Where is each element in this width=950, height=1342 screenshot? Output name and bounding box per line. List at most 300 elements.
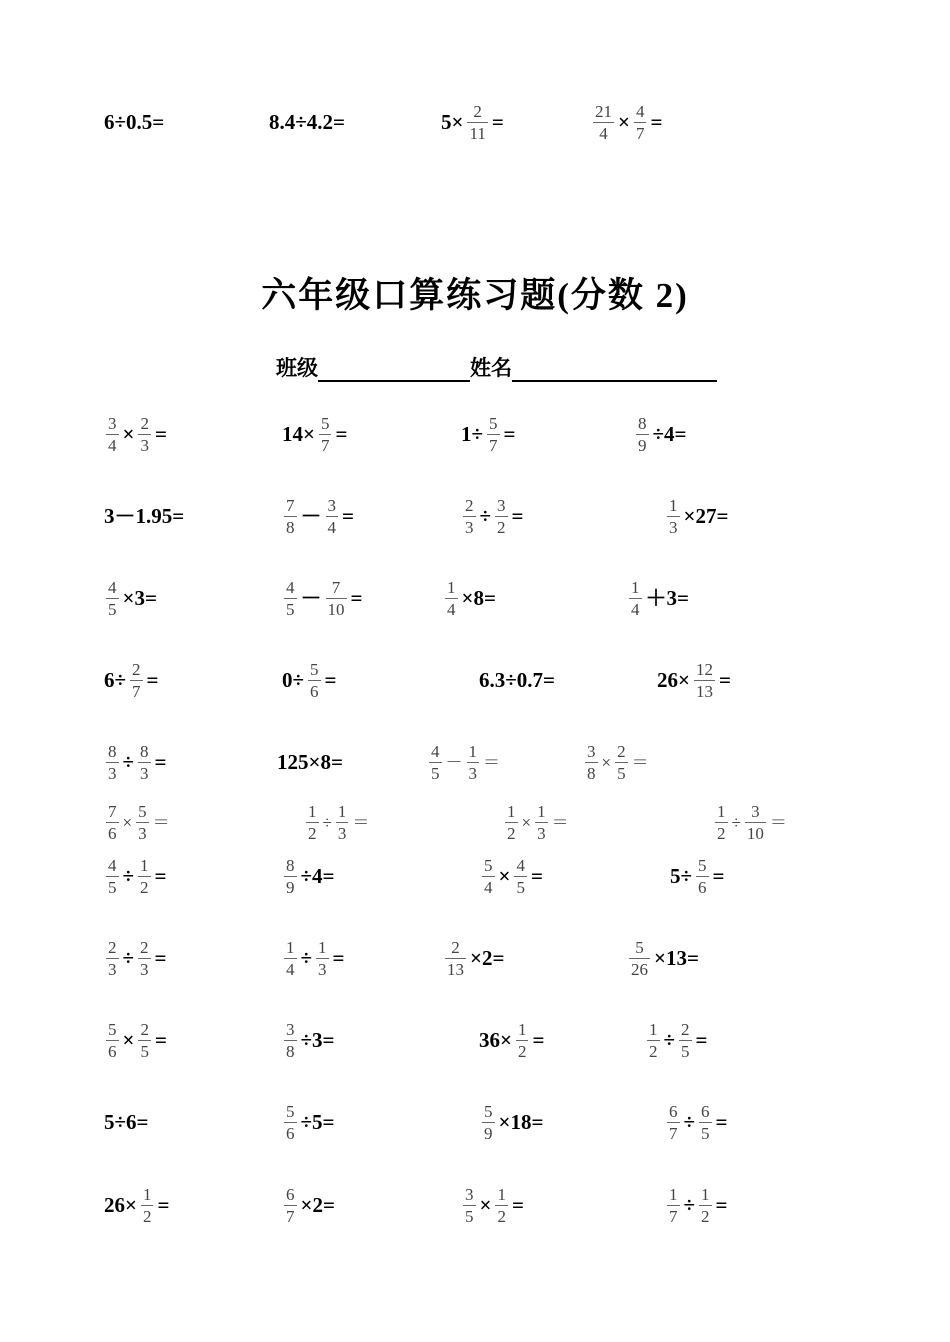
problem-text: = (154, 421, 167, 446)
fraction-bar (445, 598, 458, 599)
fraction (284, 857, 297, 896)
fraction-denominator: 3 (138, 823, 147, 843)
problem-text: 36× (479, 1027, 512, 1052)
fraction (467, 743, 480, 782)
fraction (593, 103, 614, 142)
fraction (336, 803, 349, 842)
problem-text: ÷ (479, 503, 492, 528)
problem-text: = (715, 1109, 728, 1134)
fraction-numerator: 1 (318, 937, 327, 957)
fraction (667, 497, 680, 536)
fraction-denominator: 5 (108, 599, 117, 619)
fraction-numerator: 2 (140, 1019, 149, 1039)
fraction-denominator: 2 (701, 1206, 710, 1226)
fraction-numerator: 1 (140, 855, 149, 875)
fraction-numerator: 7 (108, 801, 117, 821)
problem-text: = (695, 1027, 708, 1052)
problem-7 (460, 412, 517, 456)
problem-10 (281, 494, 355, 538)
problem-text: = (146, 667, 159, 692)
problem-4 (590, 100, 663, 144)
problem-48 (664, 1183, 729, 1227)
fraction-numerator: 7 (286, 495, 295, 515)
problem-text: = (154, 749, 167, 774)
fraction-bar (699, 1122, 712, 1123)
fraction (445, 579, 458, 618)
problem-24 (582, 740, 650, 784)
fraction-denominator: 9 (638, 435, 647, 455)
problem-22 (276, 740, 344, 784)
fraction-bar (715, 822, 728, 823)
fraction-bar (535, 822, 548, 823)
fraction-denominator: 5 (431, 763, 440, 783)
fraction-numerator: 1 (717, 801, 726, 821)
student-info-line (276, 352, 717, 382)
fraction (514, 857, 527, 896)
problem-12 (664, 494, 729, 538)
fraction-numerator: 3 (465, 1184, 474, 1204)
fraction-denominator: 7 (669, 1123, 678, 1143)
fraction-bar (667, 1122, 680, 1123)
fraction-denominator: 4 (108, 435, 117, 455)
problem-44 (664, 1100, 729, 1144)
problem-13 (103, 576, 158, 620)
problem-19 (478, 658, 556, 702)
problem-text: ÷4= (300, 863, 335, 888)
problem-20 (656, 658, 732, 702)
fraction-denominator: 2 (142, 1206, 152, 1226)
problem-text: = (335, 421, 348, 446)
fraction-denominator: 2 (717, 823, 726, 843)
fraction-numerator: 5 (698, 855, 707, 875)
fraction-bar (326, 516, 339, 517)
problem-text: = (530, 863, 543, 888)
problem-text: × (601, 752, 612, 772)
problem-34 (281, 936, 346, 980)
problem-5 (103, 412, 168, 456)
fraction (138, 415, 151, 454)
fraction-bar (336, 822, 349, 823)
problem-text: 26× (657, 667, 690, 692)
fraction-denominator: 2 (497, 1206, 506, 1226)
problem-text: = (503, 421, 516, 446)
fraction-bar (585, 762, 598, 763)
fraction-numerator: 5 (320, 413, 330, 433)
problem-text: = (650, 109, 663, 134)
problem-text: × (521, 812, 532, 832)
problem-text: × (122, 421, 135, 446)
fraction-denominator: 7 (669, 1206, 678, 1226)
fraction-numerator: 3 (286, 1019, 295, 1039)
fraction-bar (745, 822, 766, 823)
fraction (138, 1021, 151, 1060)
fraction-numerator: 1 (631, 577, 640, 597)
fraction-numerator: 4 (516, 855, 525, 875)
problem-text: － (300, 585, 322, 610)
fraction (636, 415, 649, 454)
problem-41 (103, 1100, 150, 1144)
fraction-numerator: 6 (669, 1101, 678, 1121)
problem-text: 5× (441, 109, 464, 134)
problem-2 (268, 100, 346, 144)
fraction-denominator: 10 (746, 823, 764, 843)
fraction-denominator: 11 (469, 123, 486, 143)
fraction (326, 497, 339, 536)
fraction-numerator: 5 (138, 801, 147, 821)
problem-9 (103, 494, 185, 538)
fraction-denominator: 26 (631, 959, 648, 979)
problem-21 (103, 740, 168, 784)
problem-17 (103, 658, 160, 702)
problem-text: ×13= (654, 945, 699, 970)
fraction (699, 1186, 712, 1225)
fraction-numerator: 21 (595, 101, 612, 121)
fraction (106, 743, 119, 782)
problem-text: ＝ (551, 812, 569, 832)
fraction-numerator: 1 (701, 1184, 710, 1204)
fraction (138, 939, 151, 978)
fraction-bar (482, 1122, 495, 1123)
fraction-denominator: 3 (140, 959, 149, 979)
problem-text: 125×8= (277, 749, 343, 774)
fraction (326, 579, 347, 618)
fraction-numerator: 2 (140, 413, 149, 433)
fraction-numerator: 2 (465, 495, 474, 515)
problem-40 (644, 1018, 709, 1062)
fraction-numerator: 8 (108, 741, 117, 761)
problem-28 (712, 800, 788, 844)
fraction (467, 103, 487, 142)
problem-11 (460, 494, 525, 538)
fraction (130, 661, 143, 700)
fraction-bar (136, 822, 149, 823)
fraction-denominator: 2 (308, 823, 317, 843)
fraction (284, 579, 297, 618)
problem-text: ×18= (498, 1109, 544, 1134)
fraction-denominator: 8 (587, 763, 596, 783)
fraction (634, 103, 647, 142)
page-title: 六年级口算练习题(分数 2) (261, 276, 689, 315)
problem-text: ＝ (152, 812, 170, 832)
fraction (106, 579, 119, 618)
fraction-numerator: 2 (617, 741, 626, 761)
problem-text: = (350, 585, 363, 610)
fraction-bar (445, 958, 466, 959)
fraction-bar (138, 762, 151, 763)
problem-text: ×8= (461, 585, 496, 610)
problem-text: = (718, 667, 731, 692)
fraction-bar (667, 516, 680, 517)
fraction-denominator: 7 (320, 435, 330, 455)
fraction (463, 497, 476, 536)
fraction-denominator: 6 (698, 877, 707, 897)
problem-1 (103, 100, 165, 144)
problem-text: = (712, 863, 725, 888)
fraction-numerator: 3 (108, 413, 117, 433)
fraction-bar (319, 434, 332, 435)
fraction-numerator: 1 (308, 801, 317, 821)
fraction-numerator: 5 (484, 1101, 493, 1121)
fraction-numerator: 8 (140, 741, 149, 761)
fraction-denominator: 4 (484, 877, 493, 897)
problem-text: 1÷ (461, 421, 484, 446)
problem-text: 3－1.95= (104, 503, 185, 528)
fraction-denominator: 13 (447, 959, 464, 979)
fraction-bar (467, 122, 487, 123)
fraction-bar (138, 958, 151, 959)
problem-25 (103, 800, 171, 844)
fraction-bar (636, 434, 649, 435)
fraction-denominator: 2 (140, 877, 149, 897)
fraction-bar (615, 762, 628, 763)
fraction (284, 939, 297, 978)
fraction-denominator: 5 (701, 1123, 710, 1143)
problem-text: = (332, 945, 345, 970)
fraction-numerator: 8 (638, 413, 647, 433)
fraction (306, 803, 319, 842)
fraction (106, 415, 119, 454)
fraction-numerator: 6 (286, 1184, 295, 1204)
problem-text: ＝ (769, 812, 787, 832)
fraction-denominator: 9 (286, 877, 295, 897)
fraction-bar (647, 1040, 660, 1041)
problem-text: 8.4÷4.2= (269, 109, 345, 134)
fraction-denominator: 3 (140, 763, 149, 783)
fraction-denominator: 5 (286, 599, 295, 619)
problem-text: 14× (282, 421, 315, 446)
fraction-numerator: 1 (497, 1184, 506, 1204)
problem-text: － (300, 503, 322, 528)
fraction-bar (694, 680, 715, 681)
fraction-numerator: 2 (473, 101, 482, 121)
fraction-numerator: 5 (489, 413, 498, 433)
fraction (715, 803, 728, 842)
fraction-bar (284, 876, 297, 877)
problem-text: ÷ (300, 945, 313, 970)
fraction-denominator: 4 (286, 959, 295, 979)
fraction-numerator: 1 (517, 1019, 527, 1039)
fraction-numerator: 3 (497, 495, 506, 515)
problem-8 (633, 412, 688, 456)
fraction-numerator: 5 (635, 937, 644, 957)
fraction (667, 1103, 680, 1142)
problem-text: ＝ (352, 812, 370, 832)
fraction (516, 1021, 529, 1060)
problem-text: ×3= (122, 585, 157, 610)
fraction (647, 1021, 660, 1060)
problem-33 (103, 936, 168, 980)
fraction-bar (130, 680, 143, 681)
fraction (316, 939, 329, 978)
problem-text: ÷ (731, 812, 741, 832)
fraction-denominator: 6 (286, 1123, 295, 1143)
fraction-bar (326, 598, 347, 599)
fraction-numerator: 1 (507, 801, 516, 821)
fraction-numerator: 1 (669, 1184, 678, 1204)
fraction-denominator: 3 (108, 763, 117, 783)
fraction-numerator: 1 (649, 1019, 658, 1039)
fraction (694, 661, 715, 700)
fraction-denominator: 5 (108, 877, 117, 897)
fraction-numerator: 1 (286, 937, 295, 957)
fraction-numerator: 5 (108, 1019, 117, 1039)
fraction (629, 939, 650, 978)
fraction-numerator: 1 (447, 577, 456, 597)
problem-text: = (715, 1192, 728, 1217)
fraction-bar (141, 1205, 154, 1206)
fraction-numerator: 4 (108, 855, 117, 875)
fraction-numerator: 1 (142, 1184, 152, 1204)
fraction-bar (667, 1205, 680, 1206)
problem-36 (626, 936, 700, 980)
problem-39 (478, 1018, 545, 1062)
fraction-denominator: 10 (327, 599, 345, 619)
problem-text: ×2= (470, 945, 505, 970)
problem-42 (281, 1100, 336, 1144)
problem-35 (442, 936, 505, 980)
fraction-bar (106, 822, 119, 823)
problem-text: 5÷6= (104, 1109, 149, 1134)
fraction (106, 1021, 119, 1060)
fraction-numerator: 2 (681, 1019, 690, 1039)
fraction-denominator: 4 (631, 599, 640, 619)
fraction-bar (696, 876, 709, 877)
problem-text: = (154, 863, 167, 888)
problem-45 (103, 1183, 170, 1227)
fraction-denominator: 13 (695, 681, 713, 701)
fraction-denominator: 8 (286, 1041, 295, 1061)
problem-30 (281, 854, 336, 898)
fraction-bar (106, 958, 119, 959)
problem-31 (479, 854, 544, 898)
fraction-bar (306, 822, 319, 823)
fraction (141, 1186, 154, 1225)
fraction (138, 743, 151, 782)
fraction-bar (487, 434, 500, 435)
fraction-bar (516, 1040, 529, 1041)
fraction-numerator: 6 (701, 1101, 710, 1121)
problem-text: = (324, 667, 337, 692)
fraction-numerator: 2 (108, 937, 117, 957)
problem-text: ÷5= (300, 1109, 335, 1134)
fraction (284, 1021, 297, 1060)
fraction-bar (495, 516, 508, 517)
fraction-bar (505, 822, 518, 823)
problem-text: ÷4= (652, 421, 687, 446)
name-label: 姓名 (470, 356, 512, 380)
fraction-denominator: 2 (507, 823, 516, 843)
fraction-denominator: 5 (465, 1206, 474, 1226)
fraction (699, 1103, 712, 1142)
problem-47 (460, 1183, 525, 1227)
fraction-numerator: 1 (468, 741, 477, 761)
fraction-denominator: 4 (447, 599, 456, 619)
problem-46 (281, 1183, 336, 1227)
fraction (615, 743, 628, 782)
problem-text: = (342, 503, 354, 528)
problem-text: × (122, 812, 133, 832)
fraction-denominator: 2 (649, 1041, 658, 1061)
problem-text: － (445, 752, 463, 772)
problem-43 (479, 1100, 544, 1144)
problem-32 (669, 854, 726, 898)
fraction-denominator: 5 (681, 1041, 690, 1061)
fraction-bar (106, 762, 119, 763)
fraction (495, 497, 508, 536)
fraction-bar (482, 876, 495, 877)
problem-text: ÷ (122, 749, 135, 774)
problem-3 (440, 100, 505, 144)
fraction-bar (679, 1040, 692, 1041)
fraction-numerator: 2 (451, 937, 460, 957)
fraction-numerator: 4 (108, 577, 117, 597)
fraction-numerator: 3 (327, 495, 336, 515)
problem-text: 6÷0.5= (104, 109, 165, 134)
class-label: 班级 (276, 356, 318, 380)
problem-text: 6.3÷0.7= (479, 667, 555, 692)
problem-text: ×2= (300, 1192, 335, 1217)
fraction-numerator: 5 (286, 1101, 295, 1121)
fraction (482, 857, 495, 896)
problem-text: ÷ (322, 812, 332, 832)
fraction-bar (514, 876, 527, 877)
fraction-numerator: 3 (587, 741, 596, 761)
fraction (284, 1103, 297, 1142)
problem-27 (502, 800, 570, 844)
class-field[interactable] (318, 358, 470, 382)
fraction-bar (463, 1205, 476, 1206)
fraction-bar (284, 958, 297, 959)
fraction-numerator: 7 (331, 577, 341, 597)
fraction-numerator: 12 (695, 659, 713, 679)
name-field[interactable] (512, 358, 717, 382)
problem-text: = (154, 1027, 167, 1052)
fraction-bar (284, 1040, 297, 1041)
fraction-bar (593, 122, 614, 123)
fraction-bar (467, 762, 480, 763)
problem-text: 26× (104, 1192, 137, 1217)
fraction-numerator: 8 (286, 855, 295, 875)
fraction-numerator: 4 (431, 741, 440, 761)
fraction-denominator: 5 (516, 877, 525, 897)
problem-text: ÷ (683, 1109, 696, 1134)
fraction-bar (629, 598, 642, 599)
fraction-numerator: 4 (286, 577, 295, 597)
fraction (319, 415, 332, 454)
fraction (308, 661, 321, 700)
problem-text: = (532, 1027, 545, 1052)
fraction-numerator: 1 (337, 801, 347, 821)
problem-text: × (618, 109, 630, 134)
problem-text: = (511, 503, 524, 528)
fraction (138, 857, 151, 896)
fraction-denominator: 7 (635, 123, 645, 143)
problem-text: = (511, 1192, 524, 1217)
problem-text: ＝ (483, 752, 500, 772)
fraction-numerator: 2 (140, 937, 149, 957)
fraction-bar (106, 598, 119, 599)
problem-text: ÷ (663, 1027, 676, 1052)
fraction-denominator: 4 (327, 517, 336, 537)
fraction-denominator: 7 (132, 681, 141, 701)
fraction-denominator: 3 (108, 959, 117, 979)
fraction-denominator: 3 (537, 823, 546, 843)
fraction (429, 743, 442, 782)
fraction-denominator: 6 (108, 1041, 117, 1061)
problem-text: = (491, 109, 504, 134)
problem-text: × (479, 1192, 492, 1217)
problem-text: ÷ (683, 1192, 696, 1217)
